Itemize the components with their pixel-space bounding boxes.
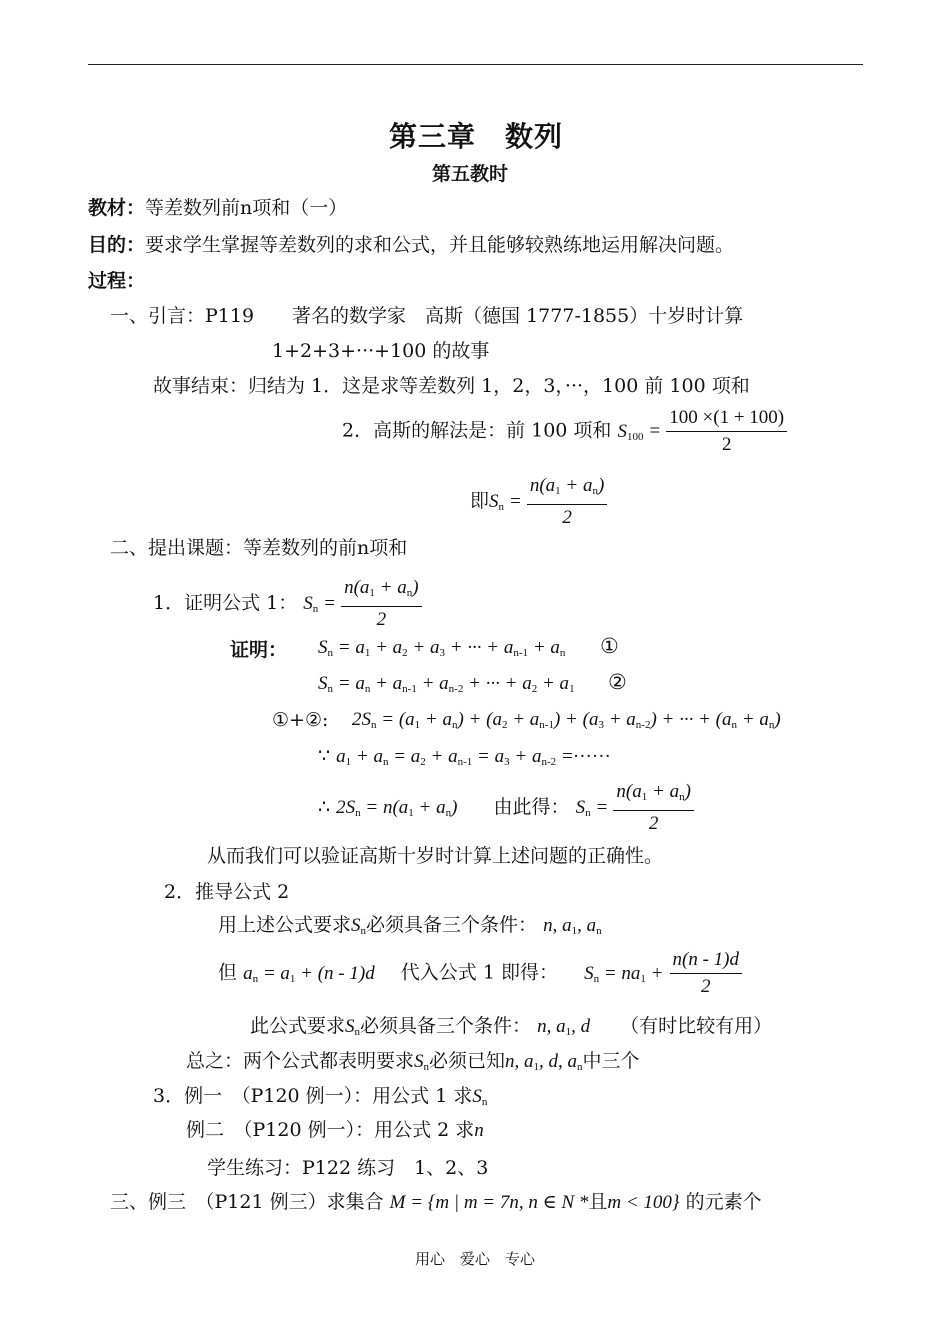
gauss-story: 1+2+3+···+100 的故事 xyxy=(272,340,490,362)
therefore-symbol: ∴ xyxy=(318,796,331,818)
verify-text: 从而我们可以验证高斯十岁时计算上述问题的正确性。 xyxy=(207,845,664,867)
objective-text: 要求学生掌握等差数列的求和公式，并且能够较熟练地运用解决问题。 xyxy=(145,234,735,256)
gauss-solution: 2．高斯的解法是：前 100 项和 $S_{100}$ = $\frac{100 \times(1 + 100)}{2}$ xyxy=(342,406,787,457)
material-text: 等差数列前n项和（一） xyxy=(145,197,348,219)
requirement-pre: 用上述公式要求 xyxy=(218,914,352,936)
circle-one: ① xyxy=(600,634,619,658)
s100-numerator: 100 ×(1 + 100) xyxy=(666,406,787,432)
item1-text: 1．证明公式 1： xyxy=(153,592,298,614)
gauss-solution-text: 2．高斯的解法是：前 100 项和 xyxy=(342,419,612,442)
because-symbol: ∵ xyxy=(318,745,331,767)
formula2-fraction: $\frac{n(n - 1)d}{2}$ xyxy=(670,948,742,999)
requirement-2-post: 必须具备三个条件： xyxy=(360,1015,532,1037)
substitute-label: 代入公式 1 即得： xyxy=(400,961,558,984)
equation-sum: $2S_n = (a_1 + a_n) + (a_2 + a_{n-1}) + (a_3 + a_{n-2})$ + ··· + $(a_n + a_n)$ xyxy=(352,709,781,731)
proof-label: 证明： xyxy=(230,639,288,661)
ji-label: 即 xyxy=(470,490,490,512)
because-line: ∵ $a_1 + a_n = a_2 + a_{n-1} = a_3 + a_{n-2}$ =······ xyxy=(318,745,611,768)
therefore-line: ∴ $2S_n = n(a_1 + a_n)$ 由此得： $S_n$ = $\frac{n(a_1 + a_n)}{2}$ xyxy=(318,780,694,836)
section-3-line: 三、例三 （P121 例三）求集合 M = {m | m = 7n, n ∈ N *且m < 100} 的元素个 xyxy=(110,1191,762,1213)
circle-two: ② xyxy=(608,670,627,694)
formula1-fraction: $\frac{n(a_1 + a_n)}{2}$ xyxy=(341,576,421,632)
useful-note: （有时比较有用） xyxy=(620,1015,773,1037)
summary-pre: 总之：两个公式都表明要求 xyxy=(186,1050,415,1072)
example-2: 例二 （P120 例一）：用公式 2 求n xyxy=(186,1119,484,1141)
ellipsis: =······ xyxy=(562,746,611,767)
process-label: 过程： xyxy=(88,270,146,292)
example-1-text: 3．例一 （P120 例一）：用公式 1 求 xyxy=(153,1085,473,1107)
requirement-2-line: 此公式要求$S_n$必须具备三个条件： n, $a_1$, d （有时比较有用） xyxy=(250,1015,773,1038)
general-formula: 即$S_n$ = $\frac{n(a_1 + a_n)}{2}$ xyxy=(470,474,607,530)
objective-line xyxy=(88,233,734,257)
example-2-text: 例二 （P120 例一）：用公式 2 求 xyxy=(186,1119,475,1141)
requirement-post: 必须具备三个条件： xyxy=(366,914,538,936)
page-title: 第三章 数列 xyxy=(389,120,564,153)
page-footer: 用心 爱心 专心 xyxy=(414,1250,535,1268)
example-1: 3．例一 （P120 例一）：用公式 1 求$S_n$ xyxy=(153,1085,488,1108)
summary-mid: 必须已知 xyxy=(429,1050,506,1072)
result-fraction: $\frac{n(a_1 + a_n)}{2}$ xyxy=(613,780,693,836)
formula-fraction: $\frac{n(a_1 + a_n)}{2}$ xyxy=(527,474,607,530)
summary-line: 总之：两个公式都表明要求$S_n$必须已知n, $a_1$, d, $a_n$中三个 xyxy=(186,1050,640,1073)
but-line: 但 $a_n = a_1 + (n - 1)d$ 代入公式 1 即得： $S_n = na_1$ + $\frac{n(n - 1)d}{2}$ xyxy=(218,948,742,999)
requirement-line: 用上述公式要求$S_n$必须具备三个条件： n, $a_1$, $a_n$ xyxy=(218,914,602,937)
section-3-pre: 三、例三 （P121 例三）求集合 xyxy=(110,1191,384,1213)
practice-text: 学生练习：P122 练习 1、2、3 xyxy=(207,1157,489,1179)
but-label: 但 xyxy=(218,961,238,984)
objective-label: 目的： xyxy=(88,234,146,256)
page-subtitle: 第五教时 xyxy=(432,163,509,185)
s100-fraction xyxy=(666,406,787,457)
equation-2: $S_n = a_n + a_{n-1} + a_{n-2}$ + ··· + $a_2 + a_1$ xyxy=(318,673,575,695)
header-rule xyxy=(88,64,863,65)
story-conclusion: 故事结束：归结为 1．这是求等差数列 1，2，3，···，100 前 100 项和 xyxy=(153,375,750,397)
summary-post: 中三个 xyxy=(582,1050,640,1072)
material-label: 教材： xyxy=(88,197,146,219)
item2-heading: 2．推导公式 2 xyxy=(164,881,290,903)
from-this-label: 由此得： xyxy=(493,796,570,818)
section-1-heading: 一、引言：P119 著名的数学家 高斯（德国 1777-1855）十岁时计算 xyxy=(110,305,744,327)
section-2-heading: 二、提出课题：等差数列的前n项和 xyxy=(110,537,408,559)
sum-label: ①+②: xyxy=(272,709,329,731)
requirement-2-pre: 此公式要求 xyxy=(250,1015,346,1037)
material-line xyxy=(88,196,347,220)
section-3-post: 的元素个 xyxy=(685,1191,762,1213)
equation-1: $S_n = a_1 + a_2 + a_3$ + ··· + $a_{n-1} + a_n$ xyxy=(318,637,566,659)
s100-denominator: 2 xyxy=(721,434,732,455)
proof-formula-1: 1．证明公式 1： $S_n$ = $\frac{n(a_1 + a_n)}{2}$ xyxy=(153,576,422,632)
